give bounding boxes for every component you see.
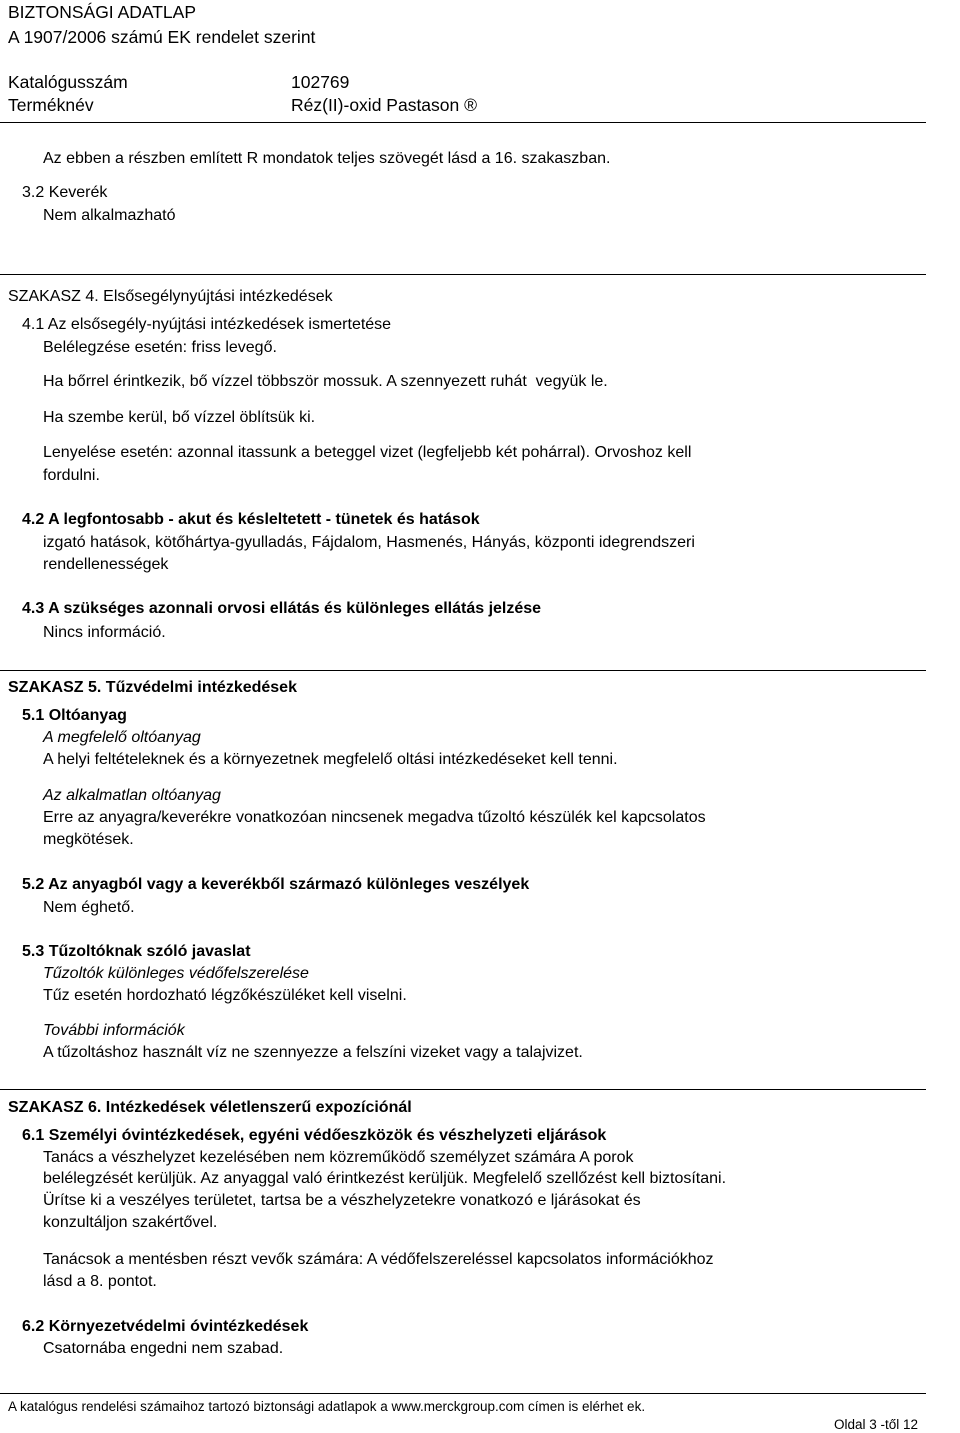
section-divider bbox=[0, 670, 926, 671]
special-hazards-text: Nem éghető. bbox=[43, 899, 135, 916]
section-5-3-heading: 5.3 Tűzoltóknak szóló javaslat bbox=[22, 943, 251, 960]
no-information-text: Nincs információ. bbox=[43, 624, 166, 641]
section-5-title: SZAKASZ 5. Tűzvédelmi intézkedések bbox=[8, 679, 297, 696]
section-4-title: SZAKASZ 4. Elsősegélynyújtási intézkedések bbox=[8, 288, 333, 305]
section-4-1-heading: 4.1 Az elsősegély-nyújtási intézkedések ismertetése bbox=[22, 316, 392, 333]
non-emergency-advice-line-4: konzultáljon szakértővel. bbox=[43, 1214, 218, 1231]
eye-contact-text: Ha szembe kerül, bő vízzel öblítsük ki. bbox=[43, 409, 316, 426]
footer-note: A katalógus rendelési számaihoz tartozó biztonsági adatlapok a www.merckgroup.com címen is elérhet ek. bbox=[8, 1399, 646, 1414]
section-5-1-heading: 5.1 Oltóanyag bbox=[22, 707, 127, 724]
product-name-value: Réz(II)-oxid Pastason ® bbox=[291, 95, 478, 115]
emergency-responder-advice-line-2: lásd a 8. pontot. bbox=[43, 1273, 157, 1290]
further-information-label: További információk bbox=[43, 1022, 185, 1039]
ingestion-text-line-1: Lenyelése esetén: azonnal itassunk a beteggel vizet (legfeljebb két pohárral). Orvoshoz kell bbox=[43, 444, 692, 461]
section-4-3-heading: 4.3 A szükséges azonnali orvosi ellátás és különleges ellátás jelzése bbox=[22, 600, 542, 617]
section-5-2-heading: 5.2 Az anyagból vagy a keverékből származó különleges veszélyek bbox=[22, 876, 530, 893]
product-name-label: Terméknév bbox=[8, 95, 94, 115]
section-3-2-heading: 3.2 Keverék bbox=[22, 184, 108, 201]
suitable-media-text: A helyi feltételeknek és a környezetnek megfelelő oltási intézkedéseket kell tenni. bbox=[43, 751, 618, 768]
header-divider bbox=[0, 122, 926, 123]
section-4-2-heading: 4.2 A legfontosabb - akut és késleltetett - tünetek és hatások bbox=[22, 511, 480, 528]
non-emergency-advice-line-3: Ürítse ki a veszélyes területet, tartsa be a vészhelyzetekre vonatkozó e ljárásokat és bbox=[43, 1192, 641, 1209]
regulation-subtitle: A 1907/2006 számú EK rendelet szerint bbox=[8, 27, 316, 47]
symptoms-text-line-1: izgató hatások, kötőhártya-gyulladás, Fájdalom, Hasmenés, Hányás, központi idegrendszeri bbox=[43, 534, 695, 551]
symptoms-text-line-2: rendellenességek bbox=[43, 556, 169, 573]
suitable-media-label: A megfelelő oltóanyag bbox=[43, 729, 201, 746]
unsuitable-media-text-line-1: Erre az anyagra/keverékre vonatkozóan nincsenek megadva tűzoltó készülék kel kapcsolatos bbox=[43, 809, 706, 826]
ingestion-text-line-2: fordulni. bbox=[43, 467, 100, 484]
further-information-text: A tűzoltáshoz használt víz ne szennyezze a felszíni vizeket vagy a talajvizet. bbox=[43, 1044, 583, 1061]
environmental-precautions-text: Csatornába engedni nem szabad. bbox=[43, 1340, 284, 1357]
emergency-responder-advice-line-1: Tanácsok a mentésben részt vevők számára: A védőfelszereléssel kapcsolatos információkhoz bbox=[43, 1251, 714, 1268]
skin-contact-text: Ha bőrrel érintkezik, bő vízzel többször mossuk. A szennyezett ruhát vegyük le. bbox=[43, 373, 608, 390]
catalog-number-label: Katalógusszám bbox=[8, 72, 128, 92]
mixture-text: Nem alkalmazható bbox=[43, 207, 176, 224]
unsuitable-media-text-line-2: megkötések. bbox=[43, 831, 134, 848]
firefighter-equipment-text: Tűz esetén hordozható légzőkészüléket kell viselni. bbox=[43, 987, 407, 1004]
section-6-2-heading: 6.2 Környezetvédelmi óvintézkedések bbox=[22, 1318, 309, 1335]
document-title: BIZTONSÁGI ADATLAP bbox=[8, 2, 197, 22]
section-divider bbox=[0, 274, 926, 275]
section-6-1-heading: 6.1 Személyi óvintézkedések, egyéni védőeszközök és vészhelyzeti eljárások bbox=[22, 1127, 607, 1144]
r-phrases-note: Az ebben a részben említett R mondatok teljes szövegét lásd a 16. szakaszban. bbox=[43, 150, 611, 167]
non-emergency-advice-line-1: Tanács a vészhelyzet kezelésében nem közreműködő személyzet számára A porok bbox=[43, 1149, 634, 1166]
section-divider bbox=[0, 1089, 926, 1090]
footer-divider bbox=[0, 1393, 926, 1394]
catalog-number-value: 102769 bbox=[291, 72, 350, 92]
section-6-title: SZAKASZ 6. Intézkedések véletlenszerű expozíciónál bbox=[8, 1099, 412, 1116]
inhalation-text: Belélegzése esetén: friss levegő. bbox=[43, 339, 277, 356]
unsuitable-media-label: Az alkalmatlan oltóanyag bbox=[43, 787, 221, 804]
non-emergency-advice-line-2: belélegzését kerüljük. Az anyaggal való érintkezést kerüljük. Megfelelő szellőzést kell biztosítani. bbox=[43, 1170, 727, 1187]
page-number: Oldal 3 -től 12 bbox=[834, 1417, 919, 1432]
firefighter-equipment-label: Tűzoltók különleges védőfelszerelése bbox=[43, 965, 309, 982]
